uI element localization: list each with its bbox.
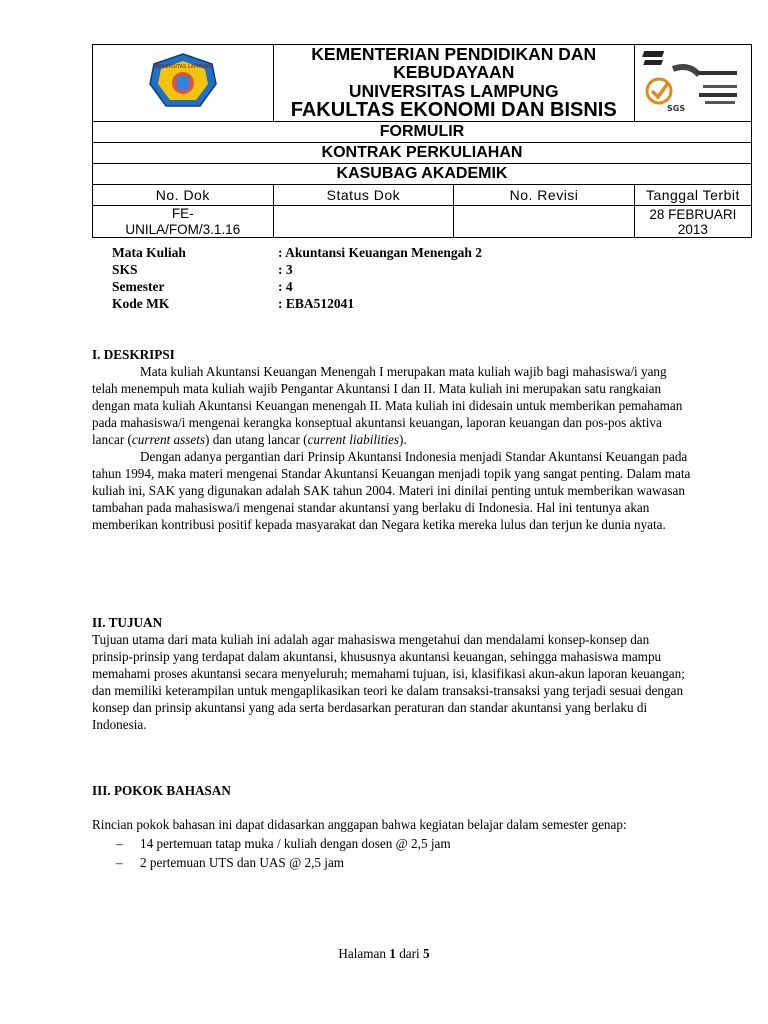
pokok-bahasan-section: [92, 782, 692, 871]
page-footer: [0, 946, 768, 962]
pokok-bahasan-intro: Rincian pokok bahasan ini dapat didasarkan anggapan bahwa kegiatan belajar dalam semester genap:: [92, 817, 627, 832]
course-label: SKS: [112, 262, 138, 277]
university-title: UNIVERSITAS LAMPUNG: [348, 80, 559, 101]
no-dok-line2: UNILA/FOM/3.1.16: [125, 221, 241, 237]
no-dok-line1: FE-: [171, 206, 194, 222]
logo-text: UNIVERSITAS LAMPUNG: [153, 63, 213, 70]
course-label: Mata Kuliah: [112, 245, 186, 260]
course-row: [112, 278, 482, 295]
course-value: : EBA512041: [278, 296, 355, 311]
form-label: FORMULIR: [93, 122, 752, 143]
col-no-revisi: No. Revisi: [454, 185, 635, 206]
footer-current-page: 1: [389, 946, 396, 961]
list-item-text: 2 pertemuan UTS dan UAS @ 2,5 jam: [140, 855, 345, 870]
text-run: ) dan utang lancar (: [205, 432, 308, 447]
sgs-certification-icon: [641, 49, 745, 113]
course-value: : Akuntansi Keuangan Menengah 2: [278, 245, 483, 260]
tujuan-section: [92, 614, 692, 733]
list-item: [92, 854, 692, 871]
deskripsi-title: I. DESKRIPSI: [92, 347, 175, 362]
university-logo: [146, 52, 220, 110]
tujuan-title: II. TUJUAN: [92, 615, 163, 630]
course-row: [112, 295, 482, 312]
col-tanggal-terbit: Tanggal Terbit: [634, 185, 751, 206]
dash-bullet-icon: –: [116, 855, 123, 870]
faculty-title: FAKULTAS EKONOMI DAN BISNIS: [290, 99, 617, 122]
course-value: : 4: [278, 279, 293, 294]
tanggal-terbit-value: 28 FEBRUARI 2013: [634, 206, 751, 238]
dash-bullet-icon: –: [116, 836, 123, 851]
form-title: KONTRAK PERKULIAHAN: [93, 143, 752, 164]
footer-middle: dari: [395, 946, 423, 961]
text-run: Mata kuliah Akuntansi Keuangan Menengah I merupakan mata kuliah wajib bagi mahasiswa/i yang telah menempuh mata kuliah wajib Pengantar Akuntansi I dan II. Mata kuliah ini merupakan satu rangkaian dengan mata kuliah Akuntansi Keuangan menengah II. Mata kuliah ini didesain untuk memberikan pemahaman pada mahasiswa/i mengenai kerangka konseptual akuntansi keuangan, laporan keuangan dan pos-pos aktiva lancar (: [92, 364, 683, 447]
course-label: Semester: [112, 279, 165, 294]
logo-cell: [93, 45, 274, 122]
footer-total-pages: 5: [423, 946, 430, 961]
tujuan-paragraph: Tujuan utama dari mata kuliah ini adalah agar mahasiswa mengetahui dan mendalami konsep-konsep dan prinsip-prinsip yang terdapat dalam akuntansi, khususnya akuntansi keuangan, sehingga mahasiswa mampu memahami proses akuntansi secara menyeluruh; memahami tujuan, isi, klasifikasi akun-akun laporan keuangan; dan memiliki keterampilan untuk mengaplikasikan teori ke dalam transaksi-transaksi yang terjadi sesuai dengan konsep dan prinsip akuntansi yang ada serta berdasarkan peraturan dan standar akuntansi yang berlaku di Indonesia.: [92, 632, 685, 732]
list-item: [92, 835, 692, 852]
footer-prefix: Halaman: [338, 946, 390, 961]
list-item-text: 14 pertemuan tatap muka / kuliah dengan dosen @ 2,5 jam: [140, 836, 451, 851]
no-revisi-value: [454, 206, 635, 238]
deskripsi-section: [92, 346, 692, 533]
term-current-assets: current assets: [131, 432, 206, 447]
certification-cell: [634, 45, 751, 122]
no-dok-value: [93, 206, 274, 238]
document-header-table: [92, 44, 752, 238]
ministry-title: KEMENTERIAN PENDIDIKAN DAN KEBUDAYAAN: [311, 44, 597, 83]
course-row: [112, 244, 482, 261]
title-cell: [273, 45, 634, 122]
status-dok-value: [273, 206, 454, 238]
text-run: ).: [399, 432, 407, 447]
course-info: [112, 244, 482, 312]
form-unit: KASUBAG AKADEMIK: [93, 164, 752, 185]
deskripsi-paragraph-1: [92, 363, 692, 448]
course-value: : 3: [278, 262, 293, 277]
term-current-liabilities: current liabilities: [307, 432, 400, 447]
pokok-bahasan-title: III. POKOK BAHASAN: [92, 783, 231, 798]
course-label: Kode MK: [112, 296, 170, 311]
pokok-bahasan-list: [92, 835, 692, 871]
col-no-dok: No. Dok: [93, 185, 274, 206]
cert-text: SGS: [666, 103, 685, 113]
course-row: [112, 261, 482, 278]
col-status-dok: Status Dok: [273, 185, 454, 206]
deskripsi-paragraph-2: Dengan adanya pergantian dari Prinsip Akuntansi Indonesia menjadi Standar Akuntansi Keuangan pada tahun 1994, maka materi mengenai Standar Akuntansi Keuangan menjadi topik yang sangat penting. Dalam mata kuliah ini, SAK yang digunakan adalah SAK tahun 2004. Materi ini dinilai penting untuk memberikan wawasan tambahan pada mahasiswa/i mengenai standar akuntansi yang berlaku di Indonesia. Hal ini tentunya akan memberikan kontribusi positif kepada masyarakat dan Negara ketika mereka lulus dan terjun ke dunia nyata.: [92, 449, 691, 532]
